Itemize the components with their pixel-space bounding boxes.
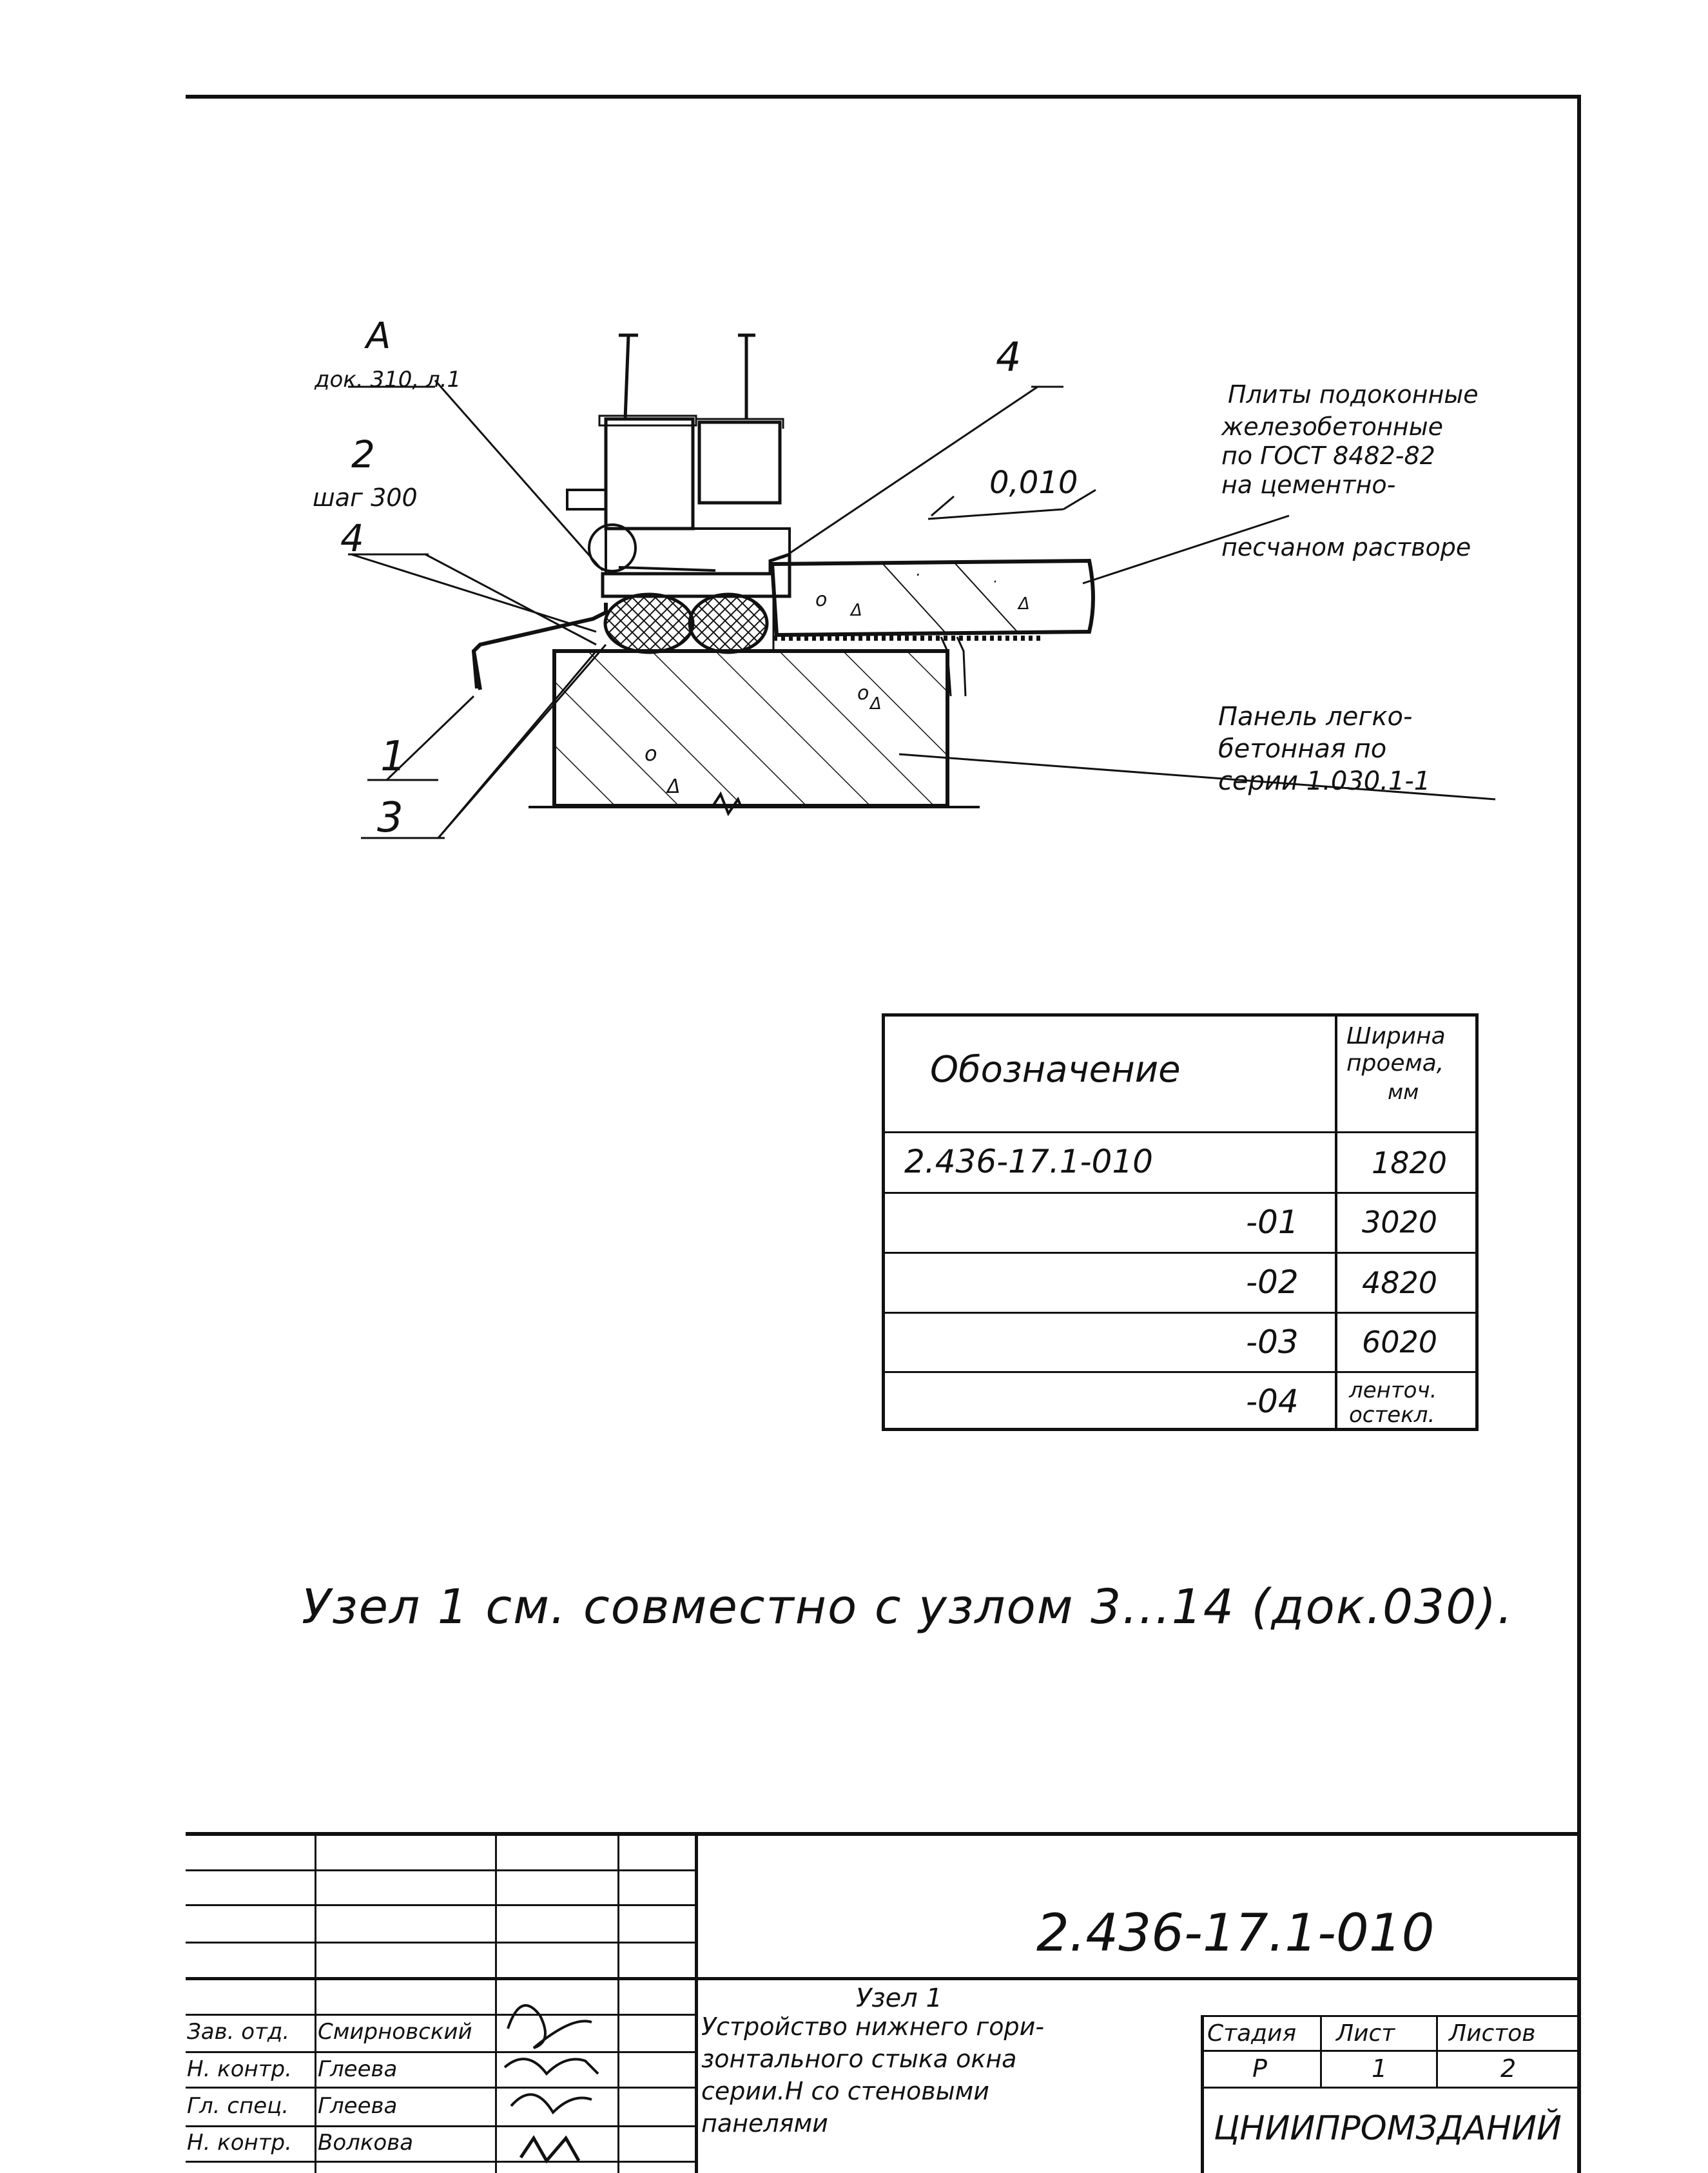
- title-block-top-line: [186, 1832, 1581, 1836]
- row-width: 6020: [1362, 1325, 1438, 1359]
- general-note: Узел 1 см. совместно с узлом 3...14 (док.030).: [302, 1579, 1514, 1635]
- title-block-line: [695, 1832, 698, 2173]
- svg-text:Δ: Δ: [1018, 594, 1030, 614]
- sheet-label: Лист: [1336, 2020, 1395, 2047]
- title-block-line: [617, 1832, 619, 2173]
- header-width-line: мм: [1388, 1080, 1419, 1104]
- row-designation: -03: [1246, 1323, 1299, 1361]
- signatures: [495, 1977, 617, 2170]
- title-block-line: [1201, 2015, 1204, 2173]
- title-line: Устройство нижнего гори-: [701, 2012, 1045, 2041]
- panel-note-line: Панель легко-: [1218, 702, 1413, 732]
- callout-3: 3: [377, 794, 403, 842]
- sheets-label: Листов: [1449, 2020, 1536, 2047]
- panel-note: [1218, 702, 1430, 796]
- row-width-line: остекл.: [1349, 1402, 1435, 1428]
- title-block-line: [315, 1832, 316, 2173]
- header-width-line: проема,: [1346, 1050, 1444, 1077]
- wall-panel: [529, 651, 980, 814]
- table-column-divider: [1335, 1017, 1337, 1428]
- row-width: 4820: [1362, 1265, 1438, 1300]
- table-row: [885, 1131, 1475, 1133]
- sheets-value: 2: [1500, 2054, 1517, 2083]
- node-label: Узел 1: [856, 1983, 942, 2013]
- doc-code: 2.436-17.1-010: [1036, 1903, 1435, 1963]
- slab-note: [1221, 380, 1479, 561]
- title-line: панелями: [701, 2109, 828, 2138]
- svg-text:Δ: Δ: [851, 601, 862, 620]
- level-mark: 0,010: [989, 465, 1078, 501]
- organization: ЦНИИПРОМЗДАНИЙ: [1214, 2109, 1562, 2148]
- row-designation: -01: [1246, 1203, 1299, 1241]
- title-block-line: [1201, 2050, 1581, 2052]
- row-designation: 2.436-17.1-010: [904, 1143, 1153, 1180]
- stage-label: Стадия: [1207, 2020, 1297, 2047]
- role-label: Гл. спец.: [187, 2093, 289, 2119]
- role-label: Зав. отд.: [187, 2019, 290, 2045]
- name-label: Глеева: [318, 2093, 398, 2119]
- panel-note-line: бетонная по: [1218, 734, 1387, 764]
- title-block-line: [186, 1977, 1581, 1980]
- callout-4-left: 4: [340, 516, 364, 560]
- callout-2: 2: [351, 433, 375, 476]
- name-label: Смирновский: [318, 2019, 472, 2045]
- name-label: Глеева: [318, 2056, 398, 2082]
- row-width: 3020: [1362, 1205, 1438, 1240]
- title-block-line: [1320, 2015, 1322, 2087]
- row-width-line: ленточ.: [1349, 1378, 1437, 1403]
- svg-text:о: о: [815, 589, 828, 611]
- slab-note-line: Плиты подоконные: [1228, 380, 1479, 409]
- title-line: зонтального стыка окна: [701, 2045, 1017, 2073]
- role-label: Н. контр.: [187, 2056, 292, 2082]
- header-width-line: Ширина: [1346, 1023, 1446, 1049]
- window-frame: [567, 335, 790, 596]
- table-row: [885, 1371, 1475, 1373]
- svg-text:Δ: Δ: [870, 694, 882, 714]
- role-label: Н. контр.: [187, 2130, 292, 2156]
- designation-table: [882, 1013, 1479, 1431]
- title-block-line: [1436, 2015, 1438, 2087]
- row-designation: -02: [1246, 1263, 1299, 1301]
- callout-1: 1: [380, 733, 407, 781]
- table-row: [885, 1192, 1475, 1194]
- title-block-line: [1201, 2015, 1581, 2017]
- section-drawing: [0, 0, 1708, 902]
- name-label: Волкова: [318, 2130, 414, 2156]
- row-width: 1820: [1372, 1145, 1448, 1180]
- svg-text:·: ·: [993, 574, 997, 590]
- row-designation: -04: [1246, 1383, 1299, 1420]
- callout-ref-a: А: [366, 315, 391, 357]
- header-designation: Обозначение: [930, 1049, 1181, 1091]
- callout-4-top: 4: [996, 333, 1022, 380]
- slab-note-line: железобетонные: [1221, 413, 1444, 441]
- slab-note-line: песчаном растворе: [1221, 533, 1471, 561]
- slab-note-line: на цементно-: [1221, 471, 1396, 499]
- sealing-cords: [603, 594, 773, 652]
- panel-note-line: серии 1.030.1-1: [1218, 766, 1431, 796]
- title-block: [186, 1832, 1581, 2173]
- svg-text:о: о: [857, 682, 869, 705]
- sheet-value: 1: [1372, 2054, 1388, 2083]
- stage-value: Р: [1252, 2054, 1267, 2083]
- callout-2-step: шаг 300: [313, 483, 418, 512]
- callout-ref-a-doc: док. 310, л.1: [315, 367, 461, 393]
- svg-text:о: о: [645, 741, 657, 766]
- title-block-line: [1201, 2087, 1581, 2089]
- table-row: [885, 1252, 1475, 1254]
- table-row: [885, 1312, 1475, 1314]
- svg-text:·: ·: [915, 566, 920, 584]
- slab-note-line: по ГОСТ 8482-82: [1221, 442, 1435, 470]
- title-line: серии.Н со стеновыми: [701, 2077, 990, 2105]
- svg-text:Δ: Δ: [667, 775, 681, 798]
